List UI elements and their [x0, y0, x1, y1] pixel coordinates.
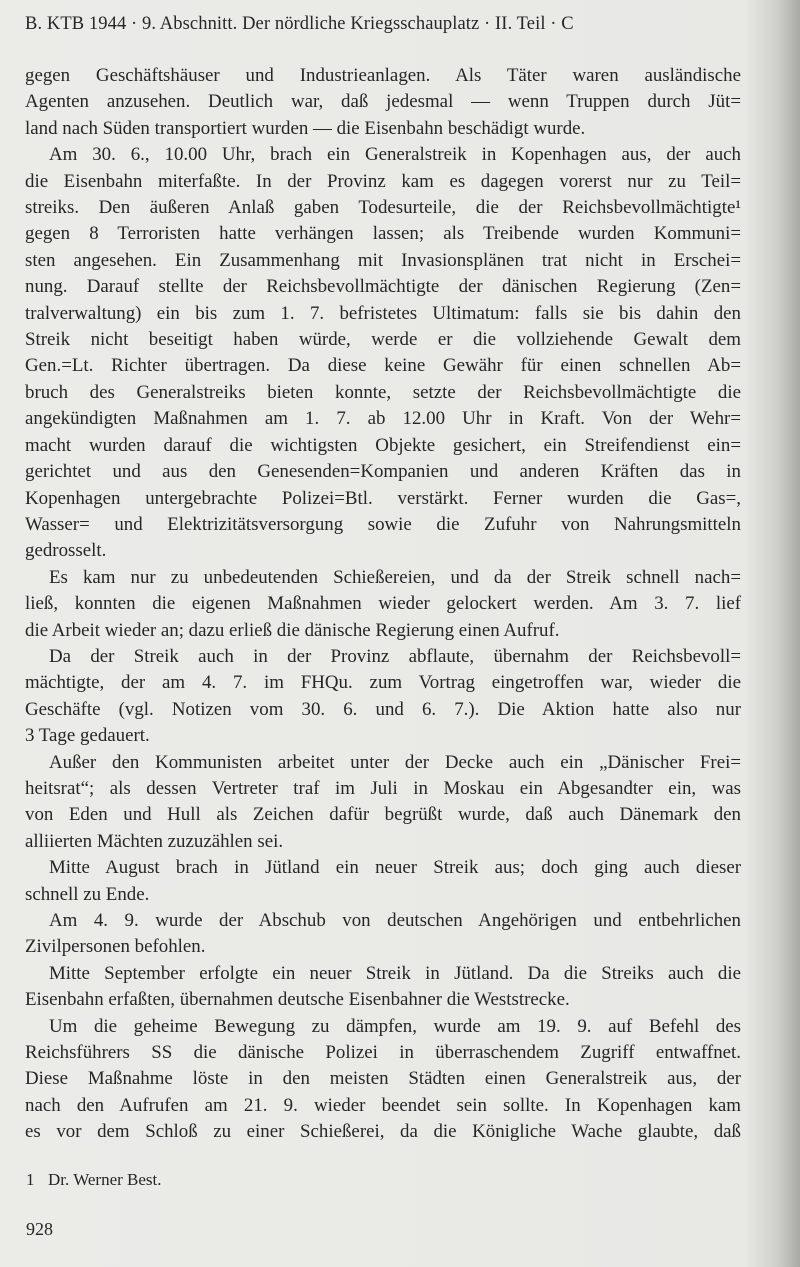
- text-line: gegen Geschäftshäuser und Industrieanlagen. Als Täter waren ausländische: [25, 65, 741, 86]
- text-line: es vor dem Schloß zu einer Schießerei, da die Königliche Wache glaubte, daß: [25, 1121, 741, 1143]
- text-line: gerichtet und aus den Genesenden=Kompanien und anderen Kräften das in: [25, 461, 741, 483]
- text-line: 3 Tage gedauert.: [25, 725, 150, 747]
- paragraph: [25, 908, 741, 961]
- paragraph: [25, 142, 741, 565]
- text-line: schnell zu Ende.: [25, 883, 150, 905]
- text-line: gegen 8 Terroristen hatte verhängen lassen; als Treibende wurden Kommuni=: [25, 223, 741, 245]
- paragraph: [25, 63, 741, 142]
- text-line: Geschäfte (vgl. Notizen vom 30. 6. und 6. 7.). Die Aktion hatte also nur: [25, 698, 741, 720]
- text-line: angekündigten Maßnahmen am 1. 7. ab 12.00 Uhr in Kraft. Von der Wehr=: [25, 408, 741, 430]
- text-line: tralverwaltung) ein bis zum 1. 7. befristetes Ultimatum: falls sie bis dahin den: [25, 302, 741, 324]
- text-line: Am 4. 9. wurde der Abschub von deutschen Angehörigen und entbehrlichen: [49, 910, 741, 931]
- text-line: Mitte August brach in Jütland ein neuer Streik aus; doch ging auch dieser: [49, 857, 741, 879]
- text-line: Außer den Kommunisten arbeitet unter der Decke auch ein „Dänischer Frei=: [49, 751, 741, 773]
- text-line: Reichsführers SS die dänische Polizei in überraschendem Zugriff entwaffnet.: [25, 1042, 741, 1064]
- text-line: Es kam nur zu unbedeutenden Schießereien, und da der Streik schnell nach=: [49, 566, 741, 588]
- footnote: [26, 1170, 162, 1190]
- text-line: gedrosselt.: [25, 540, 107, 562]
- page-number: 928: [26, 1219, 53, 1239]
- footnote-number: 1: [26, 1170, 35, 1189]
- text-line: Mitte September erfolgte ein neuer Streik in Jütland. Da die Streiks auch die: [49, 962, 741, 984]
- text-line: Am 30. 6., 10.00 Uhr, brach ein Generalstreik in Kopenhagen aus, der auch: [49, 144, 741, 166]
- text-line: mächtigte, der am 4. 7. im FHQu. zum Vortrag eingetroffen war, wieder die: [25, 672, 741, 694]
- text-line: von Eden und Hull als Zeichen dafür begrüßt wurde, daß auch Dänemark den: [25, 804, 741, 826]
- text-line: ließ, konnten die eigenen Maßnahmen wieder gelockert werden. Am 3. 7. lief: [25, 593, 741, 615]
- text-line: bruch des Generalstreiks bieten konnte, setzte der Reichsbevollmächtigte die: [25, 381, 741, 403]
- text-line: nach den Aufrufen am 21. 9. wieder beendet sein sollte. In Kopenhagen kam: [25, 1094, 741, 1116]
- text-line: heitsrat“; als dessen Vertreter traf im Juli in Moskau ein Abgesandter ein, was: [25, 777, 741, 799]
- text-line: Um die geheime Bewegung zu dämpfen, wurde am 19. 9. auf Befehl des: [49, 1015, 741, 1037]
- text-line: Zivilpersonen befohlen.: [25, 936, 206, 958]
- text-line: Diese Maßnahme löste in den meisten Städten einen Generalstreik aus, der: [25, 1068, 741, 1090]
- running-header: B. KTB 1944 · 9. Abschnitt. Der nördliche Kriegsschauplatz · II. Teil · C: [25, 14, 574, 34]
- text-line: Wasser= und Elektrizitätsversorgung sowie die Zufuhr von Nahrungsmitteln: [25, 513, 741, 535]
- text-line: Streik nicht beseitigt haben würde, werde er die vollziehende Gewalt dem: [25, 329, 741, 351]
- text-line: alliierten Mächten zuzuzählen sei.: [25, 830, 284, 852]
- text-line: Kopenhagen untergebrachte Polizei=Btl. verstärkt. Ferner wurden die Gas=,: [25, 487, 741, 509]
- paragraph: [25, 750, 741, 856]
- text-line: sten angesehen. Ein Zusammenhang mit Invasionsplänen trat nicht in Erschei=: [25, 249, 741, 271]
- paragraph: [25, 565, 741, 644]
- paragraph: [25, 961, 741, 1014]
- paragraph: [25, 855, 741, 908]
- paragraph: [25, 644, 741, 750]
- text-line: Eisenbahn erfaßten, übernahmen deutsche Eisenbahner die Weststrecke.: [25, 989, 570, 1011]
- paragraph: [25, 1014, 741, 1146]
- text-line: Gen.=Lt. Richter übertragen. Da diese keine Gewähr für einen schnellen Ab=: [25, 355, 741, 377]
- text-line: die Arbeit wieder an; dazu erließ die dänische Regierung einen Aufruf.: [25, 619, 560, 641]
- text-line: streiks. Den äußeren Anlaß gaben Todesurteile, die der Reichsbevollmächtigte¹: [25, 197, 741, 219]
- text-line: nung. Darauf stellte der Reichsbevollmächtigte der dänischen Regierung (Zen=: [25, 276, 741, 298]
- text-line: land nach Süden transportiert wurden — die Eisenbahn beschädigt wurde.: [25, 117, 586, 139]
- text-line: die Eisenbahn miterfaßte. In der Provinz kam es dagegen vorerst nur zu Teil=: [25, 170, 741, 192]
- text-line: macht wurden darauf die wichtigsten Objekte gesichert, ein Streifendienst ein=: [25, 434, 741, 456]
- text-line: Da der Streik auch in der Provinz abflaute, übernahm der Reichsbevoll=: [49, 645, 741, 667]
- footnote-text: Dr. Werner Best.: [48, 1170, 162, 1189]
- body-text: [25, 63, 741, 1146]
- text-line: Agenten anzusehen. Deutlich war, daß jedesmal — wenn Truppen durch Jüt=: [25, 91, 741, 113]
